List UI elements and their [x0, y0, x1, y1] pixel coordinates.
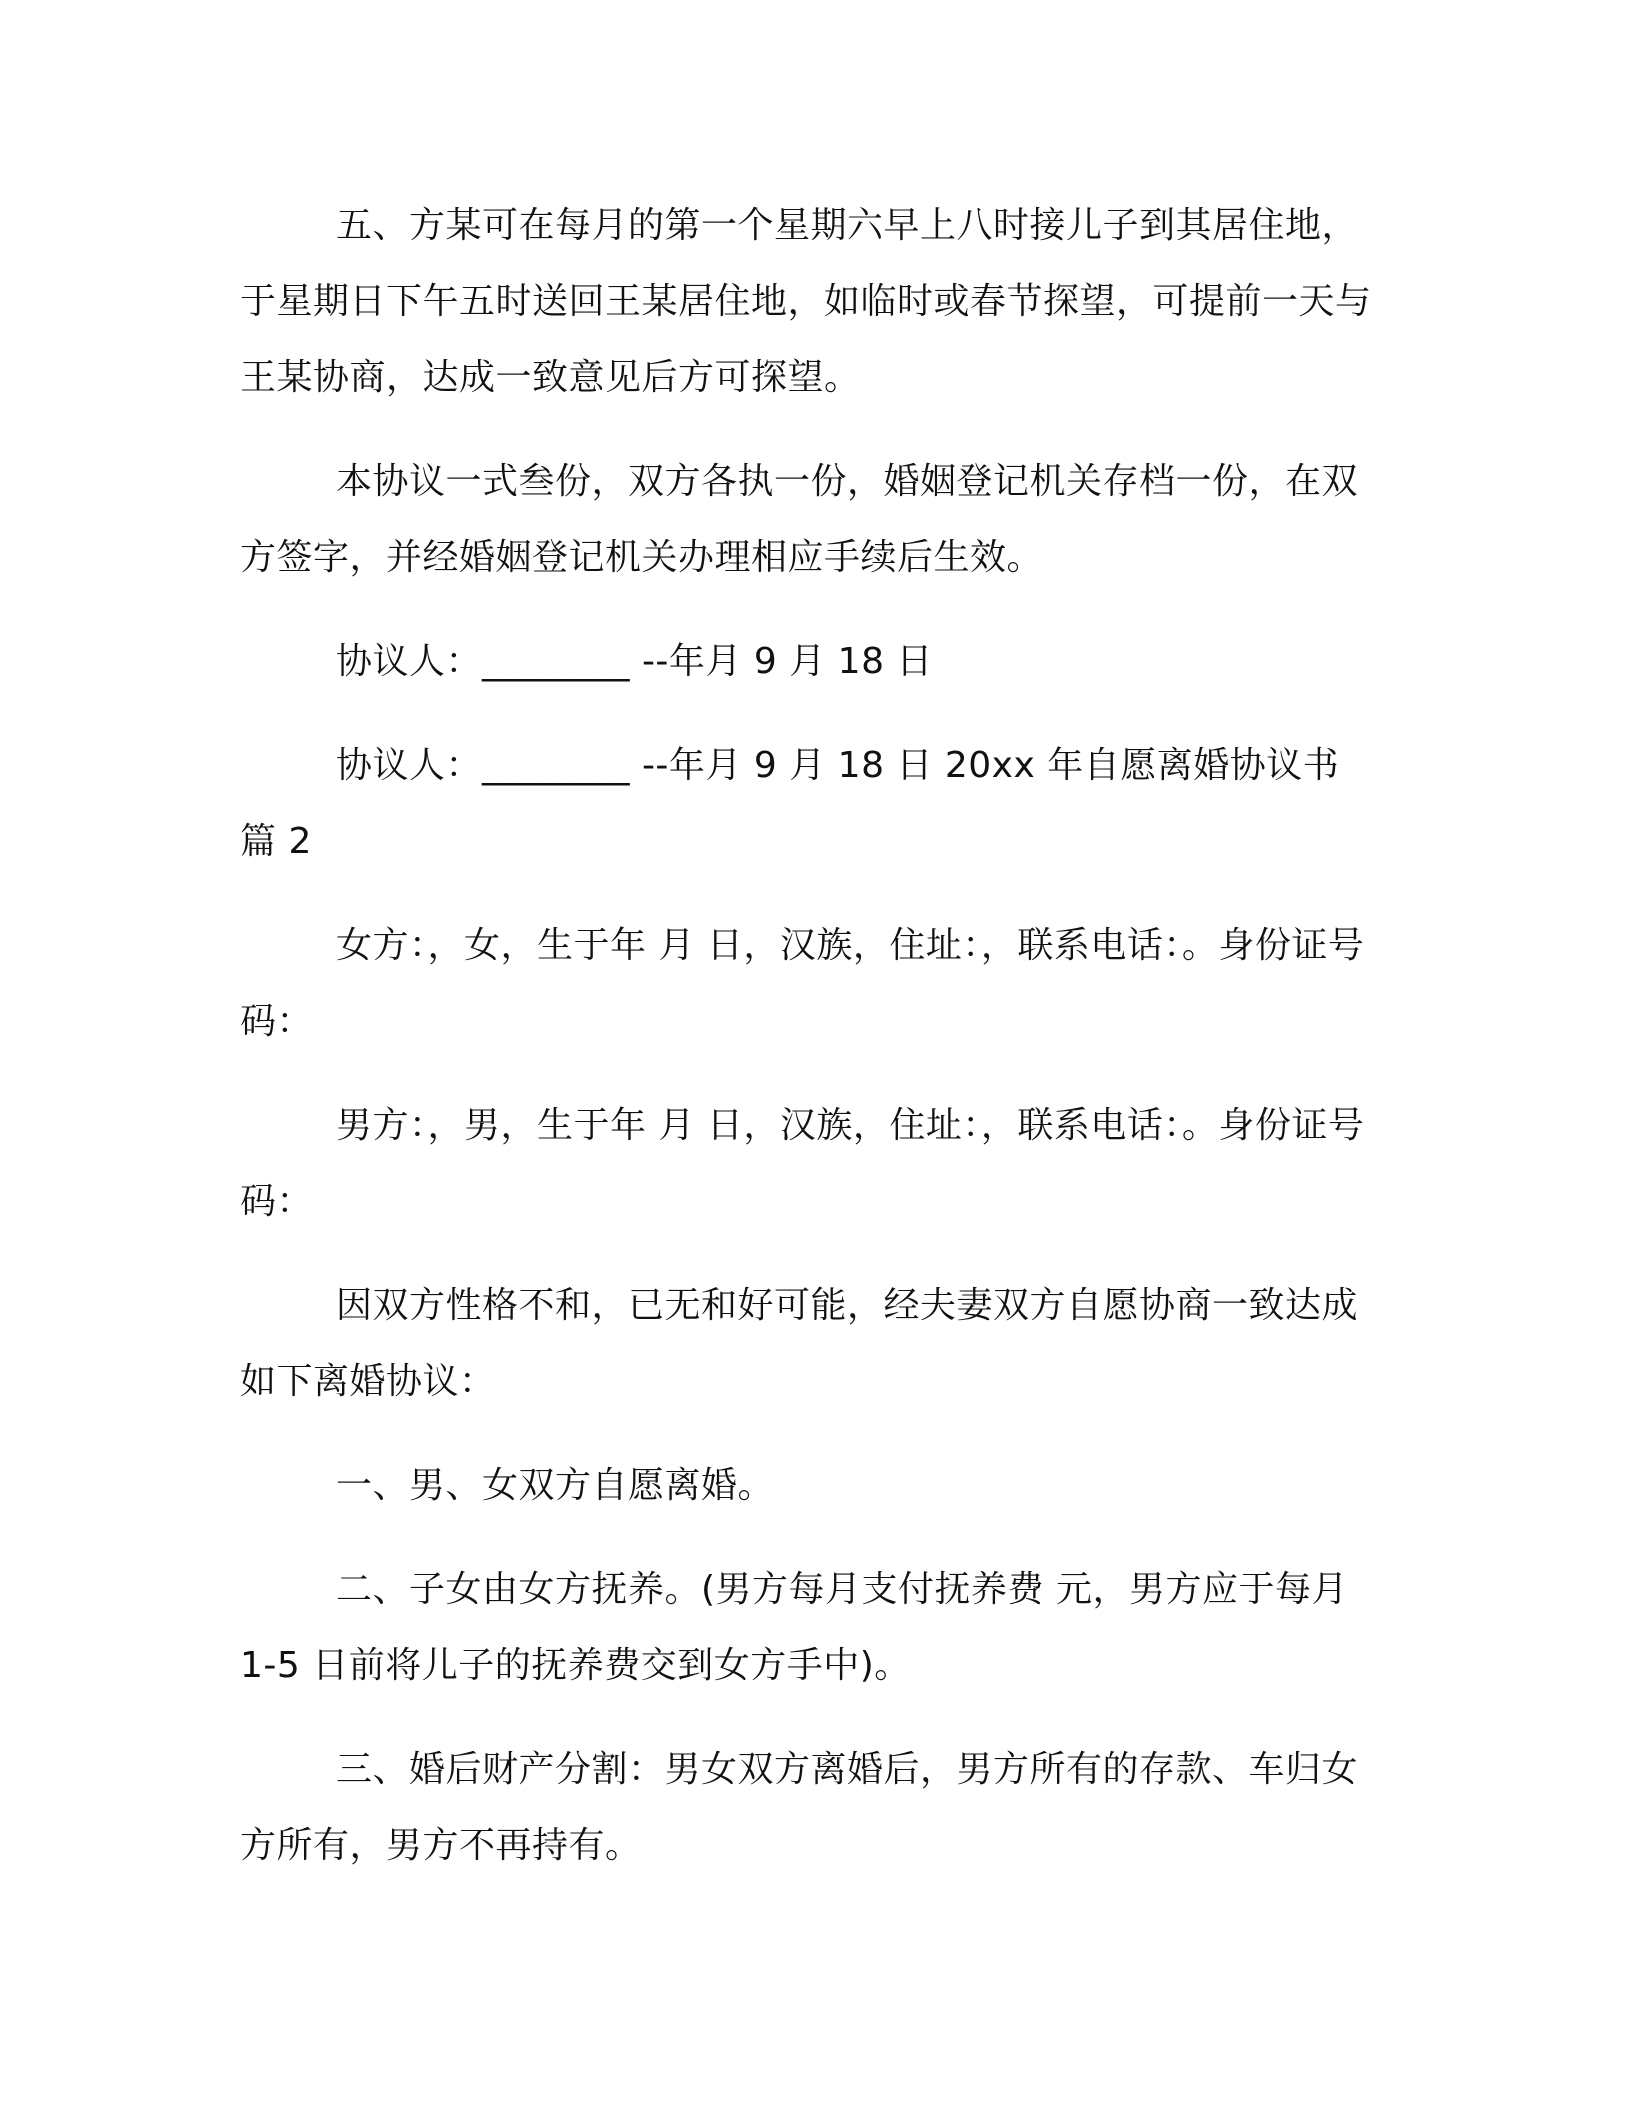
paragraph-clause-2: 二、子女由女方抚养。(男方每月支付抚养费 元，男方应于每月 1-5 日前将儿子的抚养费交到女方手中)。 — [240, 1569, 1348, 1686]
paragraph-copies-clause: 本协议一式叁份，双方各执一份，婚姻登记机关存档一份，在双方签字，并经婚姻登记机关办理相应手续后生效。 — [240, 461, 1359, 578]
document-body — [240, 188, 1380, 1912]
paragraph-visitation-terms: 五、方某可在每月的第一个星期六早上八时接儿子到其居住地，于星期日下午五时送回王某居住地，如临时或春节探望，可提前一天与王某协商，达成一致意见后方可探望。 — [240, 205, 1372, 398]
paragraph-clause-1: 一、男、女双方自愿离婚。 — [336, 1465, 775, 1506]
paragraph-wife-info: 女方：，女，生于年 月 日，汉族，住址：，联系电话：。身份证号码： — [240, 925, 1365, 1042]
paragraph-signatory-2-title: 协议人：________ --年月 9 月 18 日 20xx 年自愿离婚协议书 篇 2 — [240, 745, 1340, 862]
paragraph-clause-3: 三、婚后财产分割：男女双方离婚后，男方所有的存款、车归女方所有，男方不再持有。 — [240, 1749, 1359, 1866]
paragraph-signatory-1: 协议人：________ --年月 9 月 18 日 — [336, 641, 933, 682]
paragraph-husband-info: 男方：，男，生于年 月 日，汉族，住址：，联系电话：。身份证号码： — [240, 1105, 1365, 1222]
paragraph-preamble: 因双方性格不和，已无和好可能，经夫妻双方自愿协商一致达成如下离婚协议： — [240, 1285, 1359, 1402]
